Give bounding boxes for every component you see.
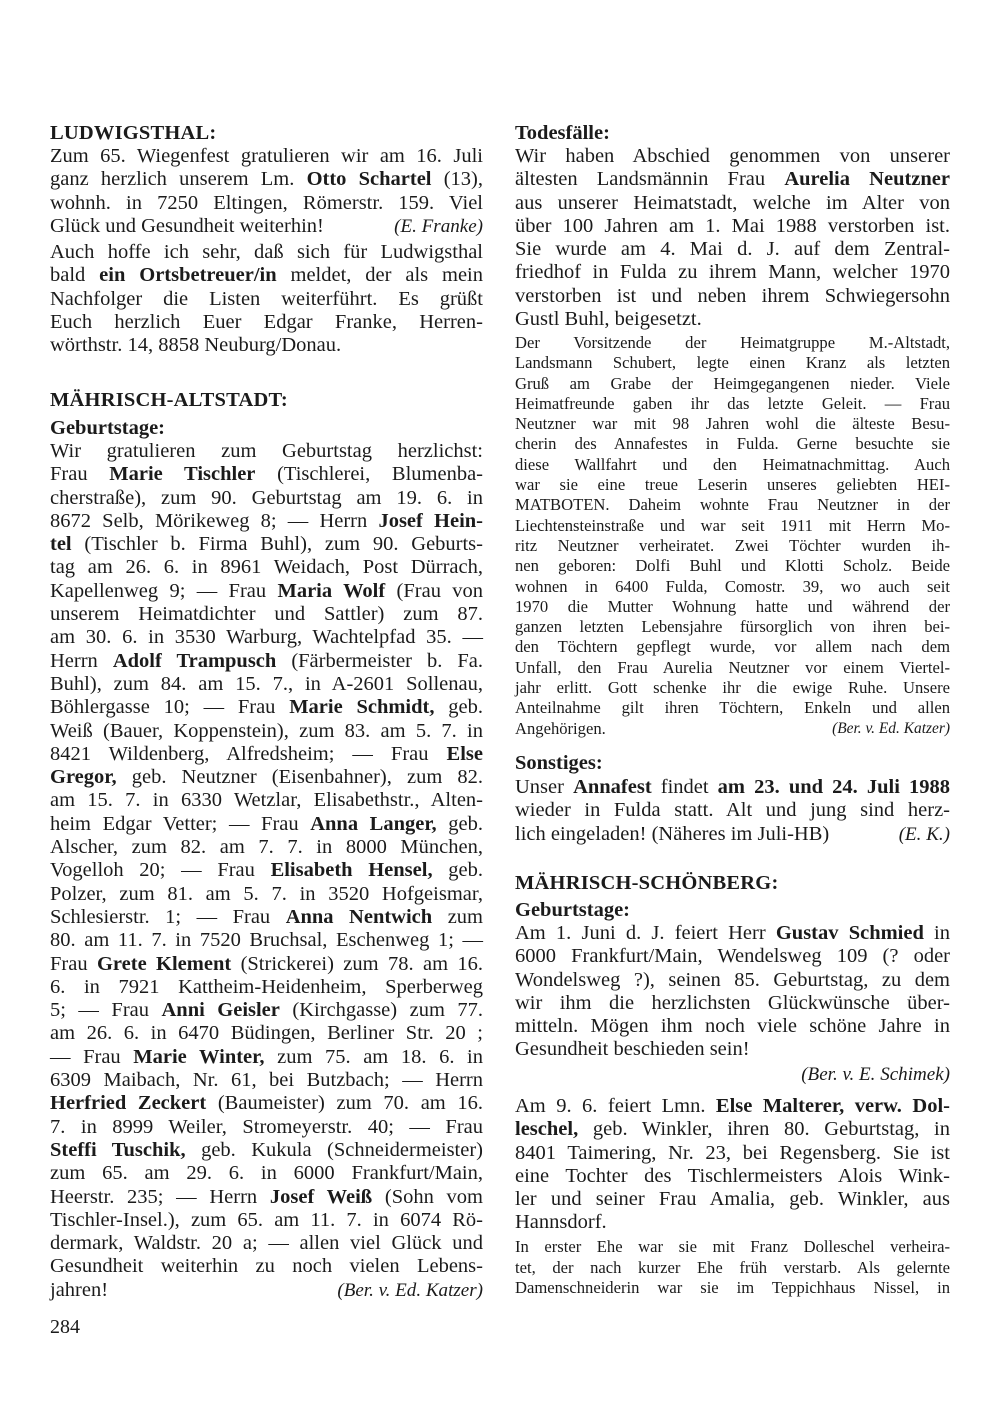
bold-name: am 23. und 24. Juli 1988: [717, 776, 950, 798]
text-run: war sie eine treue Leserin unseres geliebten HEI-: [515, 475, 950, 495]
text-line: [515, 637, 950, 657]
attribution: (Ber. v. Ed. Katzer): [337, 1279, 483, 1301]
text-run: am 26. 6. in 6470 Büdingen, Berliner Str. 20 ;: [50, 1022, 483, 1045]
text-run: wörthstr. 14, 8858 Neuburg/Donau.: [50, 334, 342, 357]
text-line: [515, 823, 950, 846]
bold-name: Josef Hein-: [378, 509, 483, 532]
text-run: 6. in 7921 Kattheim-Heidenheim, Sperberweg: [50, 975, 483, 998]
text-line: [50, 334, 483, 357]
text-line: [50, 743, 483, 766]
text-line: [50, 241, 483, 264]
text-run: friedhof in Fulda zu ihrem Mann, welcher 1970: [515, 261, 950, 284]
text-run: Frau: [50, 463, 110, 486]
text-line: [515, 698, 950, 718]
text-line: [515, 215, 950, 238]
text-line: [515, 285, 950, 308]
bold-name: Marie Winter,: [133, 1045, 265, 1068]
text-line: [515, 577, 950, 597]
text-run: Wir haben Abschied genommen von unserer: [515, 145, 950, 167]
text-line: [50, 145, 483, 168]
text-line: [515, 516, 950, 536]
text-line: [50, 1255, 483, 1278]
text-line: [50, 953, 483, 976]
bold-name: Anna Langer,: [310, 812, 437, 835]
section-heading-ludwigsthal: [50, 122, 483, 144]
text-run: cherstraße), zum 90. Geburtstag am 19. 6. in: [50, 486, 483, 509]
text-line: [50, 859, 483, 882]
text-run: Todesfälle:: [515, 122, 610, 144]
text-line: [50, 1209, 483, 1232]
text-run: Alscher, zum 82. am 7. 7. in 8000 München,: [50, 836, 483, 859]
attribution: (Ber. v. E. Schimek): [801, 1064, 950, 1085]
text-run: Heimatfreunde gaben ihr das letzte Geleit. — Frau: [515, 393, 950, 413]
text-line: [515, 678, 950, 698]
text-run: (Sohn vom: [372, 1185, 483, 1208]
bold-name: Adolf Trampusch: [112, 649, 277, 672]
text-line: [50, 1232, 483, 1255]
text-run: findet: [651, 776, 718, 798]
text-line: [515, 752, 950, 774]
text-line: [515, 1237, 950, 1258]
text-run: (Tischler b. Firma Buhl), zum 90. Geburts-: [71, 533, 483, 556]
text-line: [515, 261, 950, 284]
text-run: Buhl), zum 84. am 15. 7., in A-2601 Sollenau,: [50, 672, 483, 695]
bold-name: Anni Geisler: [161, 999, 280, 1022]
text-line: [50, 417, 483, 439]
text-run: Euch herzlich Euer Edgar Franke, Herren-: [50, 310, 483, 333]
text-run: LUDWIGSTHAL:: [50, 122, 217, 144]
text-line: [50, 696, 483, 719]
text-line: [50, 673, 483, 696]
text-line: [515, 192, 950, 215]
text-run: eine Tochter des Tischlermeisters Alois Wink-: [515, 1164, 950, 1187]
page-number: 284: [50, 1316, 80, 1338]
text-run: Gustl Buhl, beigesetzt.: [515, 308, 702, 331]
text-run: Kapellenweg 9; — Frau: [50, 579, 278, 602]
text-line: [50, 789, 483, 812]
text-run: zum: [432, 905, 483, 928]
text-run: tet, der nach kurzer Ehe früh verstarb. Als gelernte: [515, 1257, 950, 1277]
paragraph-annafest: [515, 776, 950, 846]
text-line: [50, 906, 483, 929]
text-run: Nachfolger die Listen weiterführt. Es grüßt: [50, 287, 483, 310]
subheading-todesfaelle: [515, 122, 950, 144]
text-line: [50, 1279, 483, 1302]
paragraph-obituary-neutzner: [515, 145, 950, 331]
text-line: [50, 976, 483, 999]
text-line: [50, 311, 483, 334]
bold-name: Grete Klement: [96, 952, 232, 975]
text-line: [50, 192, 483, 215]
text-run: Hannsdorf.: [515, 1211, 607, 1234]
text-line: [50, 487, 483, 510]
text-line: [515, 536, 950, 556]
text-run: Geburtstage:: [515, 899, 631, 921]
text-line: [515, 899, 950, 921]
attribution: (E. K.): [898, 823, 950, 845]
text-run: geb. Winkler, ihren 80. Geburtstag, in: [578, 1118, 950, 1141]
paragraph-malterer-biography: [515, 1237, 950, 1299]
text-run: Unser: [515, 776, 574, 798]
text-line: [50, 1069, 483, 1092]
text-run: wohnen in 6400 Fulda, Comostr. 39, wo auch seit: [515, 576, 950, 596]
text-run: 8421 Wildenberg, Alfredsheim; — Frau: [50, 742, 447, 765]
text-run: Wir gratulieren zum Geburtstag herzlichst:: [50, 440, 483, 462]
text-run: geb.: [436, 812, 483, 835]
text-run: Anteilnahme gilt ihren Töchtern, Enkeln und allen: [515, 698, 950, 718]
text-run: Gruß am Grabe der Heimgegangenen nieder. Viele: [515, 373, 950, 393]
text-line: [515, 922, 950, 945]
text-run: geb. Neutzner (Eisenbahner), zum 82.: [116, 766, 483, 789]
text-run: Schlesierstr. 1; — Frau: [50, 905, 286, 928]
text-run: Der Vorsitzende der Heimatgruppe M.-Altstadt,: [515, 333, 950, 352]
text-line: [515, 992, 950, 1015]
text-run: Unfall, den Frau Aurelia Neutzner vor einem Viertel-: [515, 657, 950, 677]
paragraph-obituary-details: [515, 333, 950, 739]
text-line: [515, 617, 950, 637]
text-line: [515, 1211, 950, 1234]
text-run: Herrn: [50, 649, 113, 672]
text-run: Angehörigen.: [515, 718, 606, 738]
text-line: [50, 580, 483, 603]
text-run: Zum 65. Wiegenfest gratulieren wir am 16. Juli: [50, 145, 483, 167]
text-line: [515, 776, 950, 799]
text-line: [515, 597, 950, 617]
text-run: ältesten Landsmännin Frau: [515, 168, 785, 191]
bold-name: Anna Nentwich: [285, 905, 433, 928]
attribution: (E. Franke): [394, 215, 483, 237]
text-run: mitteln. Mögen ihm noch viele schöne Jahre in: [515, 1015, 950, 1038]
bold-name: leschel,: [515, 1118, 579, 1141]
text-run: meldet, der als mein: [276, 264, 483, 287]
text-run: (Färbermeister b. Fa.: [276, 649, 484, 672]
text-run: geb.: [432, 859, 483, 882]
text-line: [515, 1258, 950, 1279]
text-run: geb. Kukula (Schneidermeister): [185, 1138, 483, 1161]
text-run: Geburtstage:: [50, 417, 166, 439]
text-line: [50, 510, 483, 533]
text-line: [515, 434, 950, 454]
text-line: [50, 603, 483, 626]
text-run: Polzer, zum 81. am 5. 7. in 3520 Hofgeismar,: [50, 882, 483, 905]
paragraph-birthday-else-malterer: [515, 1095, 950, 1235]
bold-name: Else: [446, 742, 483, 765]
bold-name: Else Malterer, verw. Dol-: [715, 1095, 950, 1117]
text-run: (Kirchgasse) zum 77.: [279, 999, 483, 1022]
text-line: [515, 394, 950, 414]
text-line: [50, 1046, 483, 1069]
bold-name: Gregor,: [50, 766, 117, 789]
text-run: Gesundheit beschieden sein!: [515, 1038, 750, 1061]
bold-name: ein Ortsbetreuer/in: [99, 264, 277, 287]
text-line: [515, 168, 950, 191]
text-run: 1970 die Mutter Wohnung hatte und während der: [515, 596, 950, 616]
text-run: MÄHRISCH-ALTSTADT:: [50, 389, 288, 411]
text-line: [515, 475, 950, 495]
text-run: den Töchtern gepflegt wurde, vor allem nach dem: [515, 637, 950, 657]
text-run: Auch hoffe ich sehr, daß sich für Ludwigsthal: [50, 241, 483, 263]
text-run: bald: [50, 264, 100, 287]
text-line: [515, 455, 950, 475]
text-line: [515, 719, 950, 739]
section-heading-maehrisch-altstadt: [50, 389, 483, 411]
text-line: [515, 1015, 950, 1038]
text-run: Vogelloh 20; — Frau: [50, 859, 271, 882]
text-run: Liechtensteinstraße und war seit 1911 mit Herrn Mo-: [515, 515, 950, 535]
text-run: diese Wallfahrt und den Heimatnachmittag. Auch: [515, 454, 950, 474]
bold-name: tel: [50, 533, 72, 556]
text-run: zum 75. am 18. 6. in: [264, 1045, 483, 1068]
paragraph-birthday-otto-schartel: [50, 145, 483, 238]
text-run: Am 9. 6. feiert Lmn.: [515, 1095, 716, 1117]
bold-name: Josef Weiß: [269, 1185, 373, 1208]
text-line: [515, 238, 950, 261]
text-line: [515, 1095, 950, 1118]
text-run: Wondelsweg ?), seinen 85. Geburtstag, zu dem: [515, 968, 950, 991]
text-line: [50, 1162, 483, 1185]
text-run: verstorben ist und neben ihrem Schwiegersohn: [515, 284, 950, 307]
text-line: [50, 836, 483, 859]
text-run: MÄHRISCH-SCHÖNBERG:: [515, 872, 779, 894]
text-run: zum 65. am 29. 6. in 6000 Frankfurt/Main,: [50, 1162, 483, 1185]
text-run: (Strickerei) zum 78. am 16.: [231, 952, 484, 975]
text-run: Sie wurde am 4. Mai d. J. auf dem Zentral-: [515, 238, 950, 261]
text-run: Tischler-Insel.), zum 65. am 11. 7. in 6074 Rö-: [50, 1208, 483, 1231]
bold-name: Otto Schartel: [306, 168, 432, 191]
text-run: am 15. 7. in 6330 Wetzlar, Elisabethstr., Alten-: [50, 789, 483, 812]
section-heading-maehrisch-schoenberg: [515, 872, 950, 894]
text-line: [50, 440, 483, 463]
text-line: [515, 1118, 950, 1141]
paragraph-birthday-list: [50, 440, 483, 1302]
text-run: in: [923, 922, 951, 944]
text-line: [50, 389, 483, 411]
bold-name: Annafest: [573, 776, 652, 798]
text-run: am 30. 6. in 3530 Warburg, Wachtelpfad 35. —: [50, 626, 483, 649]
text-line: [50, 533, 483, 556]
bold-name: Aurelia Neutzner: [784, 168, 950, 191]
text-line: [50, 264, 483, 287]
text-line: [515, 333, 950, 353]
text-run: über 100 Jahren am 1. Mai 1988 verstorben ist.: [515, 214, 950, 237]
text-run: (Baumeister) zum 70. am 16.: [206, 1092, 483, 1115]
text-run: wieder in Fulda statt. Alt und jung sind herz-: [515, 799, 950, 822]
text-line: [50, 288, 483, 311]
text-run: wir ihm die herzlichsten Glückwünsche über-: [515, 991, 950, 1014]
bold-name: Marie Tischler: [109, 463, 256, 486]
attribution-schimek: [515, 1063, 950, 1086]
bold-name: Herfried Zeckert: [50, 1092, 207, 1115]
text-line: [50, 1186, 483, 1209]
text-run: 7. in 8999 Weiler, Stromeyerstr. 40; — Frau: [50, 1115, 483, 1138]
text-line: [515, 1278, 950, 1299]
text-run: Landsmann Schubert, legte einen Kranz als letzten: [515, 353, 950, 373]
text-line: [515, 556, 950, 576]
text-run: Glück und Gesundheit weiterhin!: [50, 214, 324, 237]
text-run: (13),: [431, 168, 483, 191]
text-line: [50, 650, 483, 673]
text-line: [515, 145, 950, 168]
text-line: [50, 626, 483, 649]
text-line: [50, 766, 483, 789]
text-run: Damenschneiderin war sie im Teppichhaus Nissel, in: [515, 1278, 950, 1297]
text-run: Neutzner war mit 98 Jahren wohl die älteste Besu-: [515, 414, 950, 434]
text-run: Am 1. Juni d. J. feiert Herr: [515, 922, 776, 944]
text-line: [50, 1116, 483, 1139]
text-run: Sonstiges:: [515, 752, 603, 774]
text-line: [50, 168, 483, 191]
text-line: [50, 1092, 483, 1115]
text-run: 8672 Selb, Mörikeweg 8; — Herrn: [50, 509, 379, 532]
text-run: lich eingeladen! (Näheres im Juli-HB): [515, 822, 830, 845]
text-line: [50, 122, 483, 144]
text-line: [515, 414, 950, 434]
text-run: 6000 Frankfurt/Main, Wendelsweg 109 (? oder: [515, 945, 950, 968]
text-line: [50, 929, 483, 952]
text-run: ler und seiner Frau Amalia, geb. Winkler, aus: [515, 1188, 950, 1211]
text-run: 5; — Frau: [50, 999, 162, 1022]
text-run: Frau: [50, 952, 97, 975]
text-line: [50, 720, 483, 743]
text-line: [515, 122, 950, 144]
text-line: [515, 945, 950, 968]
text-run: aus unserer Heimatstadt, welche im Alter von: [515, 191, 950, 214]
attribution: (Ber. v. Ed. Katzer): [832, 719, 950, 737]
text-line: [515, 374, 950, 394]
text-run: geb.: [434, 696, 483, 719]
text-line: [515, 1142, 950, 1165]
paragraph-birthday-gustav-schmied: [515, 922, 950, 1062]
text-line: [50, 556, 483, 579]
text-line: [50, 1022, 483, 1045]
subheading-geburtstage: [50, 417, 483, 439]
text-line: [515, 495, 950, 515]
text-run: (Tischlerei, Blumenba-: [255, 463, 484, 486]
text-line: [515, 1063, 950, 1086]
text-line: [515, 1188, 950, 1211]
text-line: [515, 799, 950, 822]
text-run: MATBOTEN. Daheim wohnte Frau Neutzner in der: [515, 495, 950, 515]
paragraph-ortsbetreuer-request: [50, 241, 483, 357]
text-run: Heerstr. 235; — Herrn: [50, 1185, 270, 1208]
text-line: [50, 883, 483, 906]
text-run: dermark, Waldstr. 20 a; — allen viel Glück und: [50, 1232, 483, 1255]
text-run: In erster Ehe war sie mit Franz Dolleschel verheira-: [515, 1237, 950, 1256]
text-line: [515, 353, 950, 373]
text-run: 8401 Taimering, Nr. 23, bei Regensberg. Sie ist: [515, 1141, 950, 1164]
text-run: 80. am 11. 7. in 7520 Bruchsal, Eschenweg 1; —: [50, 929, 483, 952]
text-run: ganzen letzten Lebensjahre fürsorglich von ihren bei-: [515, 617, 950, 637]
text-run: unserem Heimatdichter und Sattler) zum 87.: [50, 603, 483, 626]
text-run: ritz Neutzner verheiratet. Zwei Töchter wurden ih-: [515, 535, 950, 555]
bold-name: Maria Wolf: [277, 579, 386, 602]
text-line: [515, 1038, 950, 1061]
text-run: nen geboren: Dolfi Buhl und Klotti Scholz. Beide: [515, 556, 950, 576]
text-run: jahr erlitt. Gott schenke ihr die ewige Ruhe. Unsere: [515, 678, 950, 698]
subheading-geburtstage-schoenberg: [515, 899, 950, 921]
text-line: [50, 215, 483, 238]
text-run: Weiß (Bauer, Koppenstein), zum 83. am 5. 7. in: [50, 719, 483, 742]
text-line: [50, 813, 483, 836]
text-run: Böhlergasse 10; — Frau: [50, 696, 290, 719]
text-line: [515, 658, 950, 678]
text-run: — Frau: [50, 1045, 134, 1068]
subheading-sonstiges: [515, 752, 950, 774]
text-run: 6309 Maibach, Nr. 61, bei Butzbach; — Herrn: [50, 1069, 483, 1092]
text-line: [515, 308, 950, 331]
text-line: [515, 1165, 950, 1188]
text-run: heim Edgar Vetter; — Frau: [50, 812, 311, 835]
text-run: (Frau von: [385, 579, 484, 602]
text-run: jahren!: [50, 1278, 109, 1301]
text-line: [50, 463, 483, 486]
bold-name: Marie Schmidt,: [289, 696, 435, 719]
text-run: Gesundheit weiterhin zu noch vielen Lebens-: [50, 1255, 483, 1278]
text-run: ganz herzlich unserem Lm.: [50, 168, 307, 191]
text-line: [515, 872, 950, 894]
bold-name: Gustav Schmied: [775, 922, 924, 944]
text-run: tag am 26. 6. in 8961 Weidach, Post Dürrach,: [50, 556, 483, 579]
text-line: [50, 999, 483, 1022]
bold-name: Steffi Tuschik,: [50, 1138, 186, 1161]
text-run: wohnh. in 7250 Eltingen, Römerstr. 159. Viel: [50, 191, 483, 214]
text-line: [515, 969, 950, 992]
bold-name: Elisabeth Hensel,: [270, 859, 433, 882]
text-run: cherin des Annafestes in Fulda. Gerne besuchte sie: [515, 434, 950, 454]
text-line: [50, 1139, 483, 1162]
